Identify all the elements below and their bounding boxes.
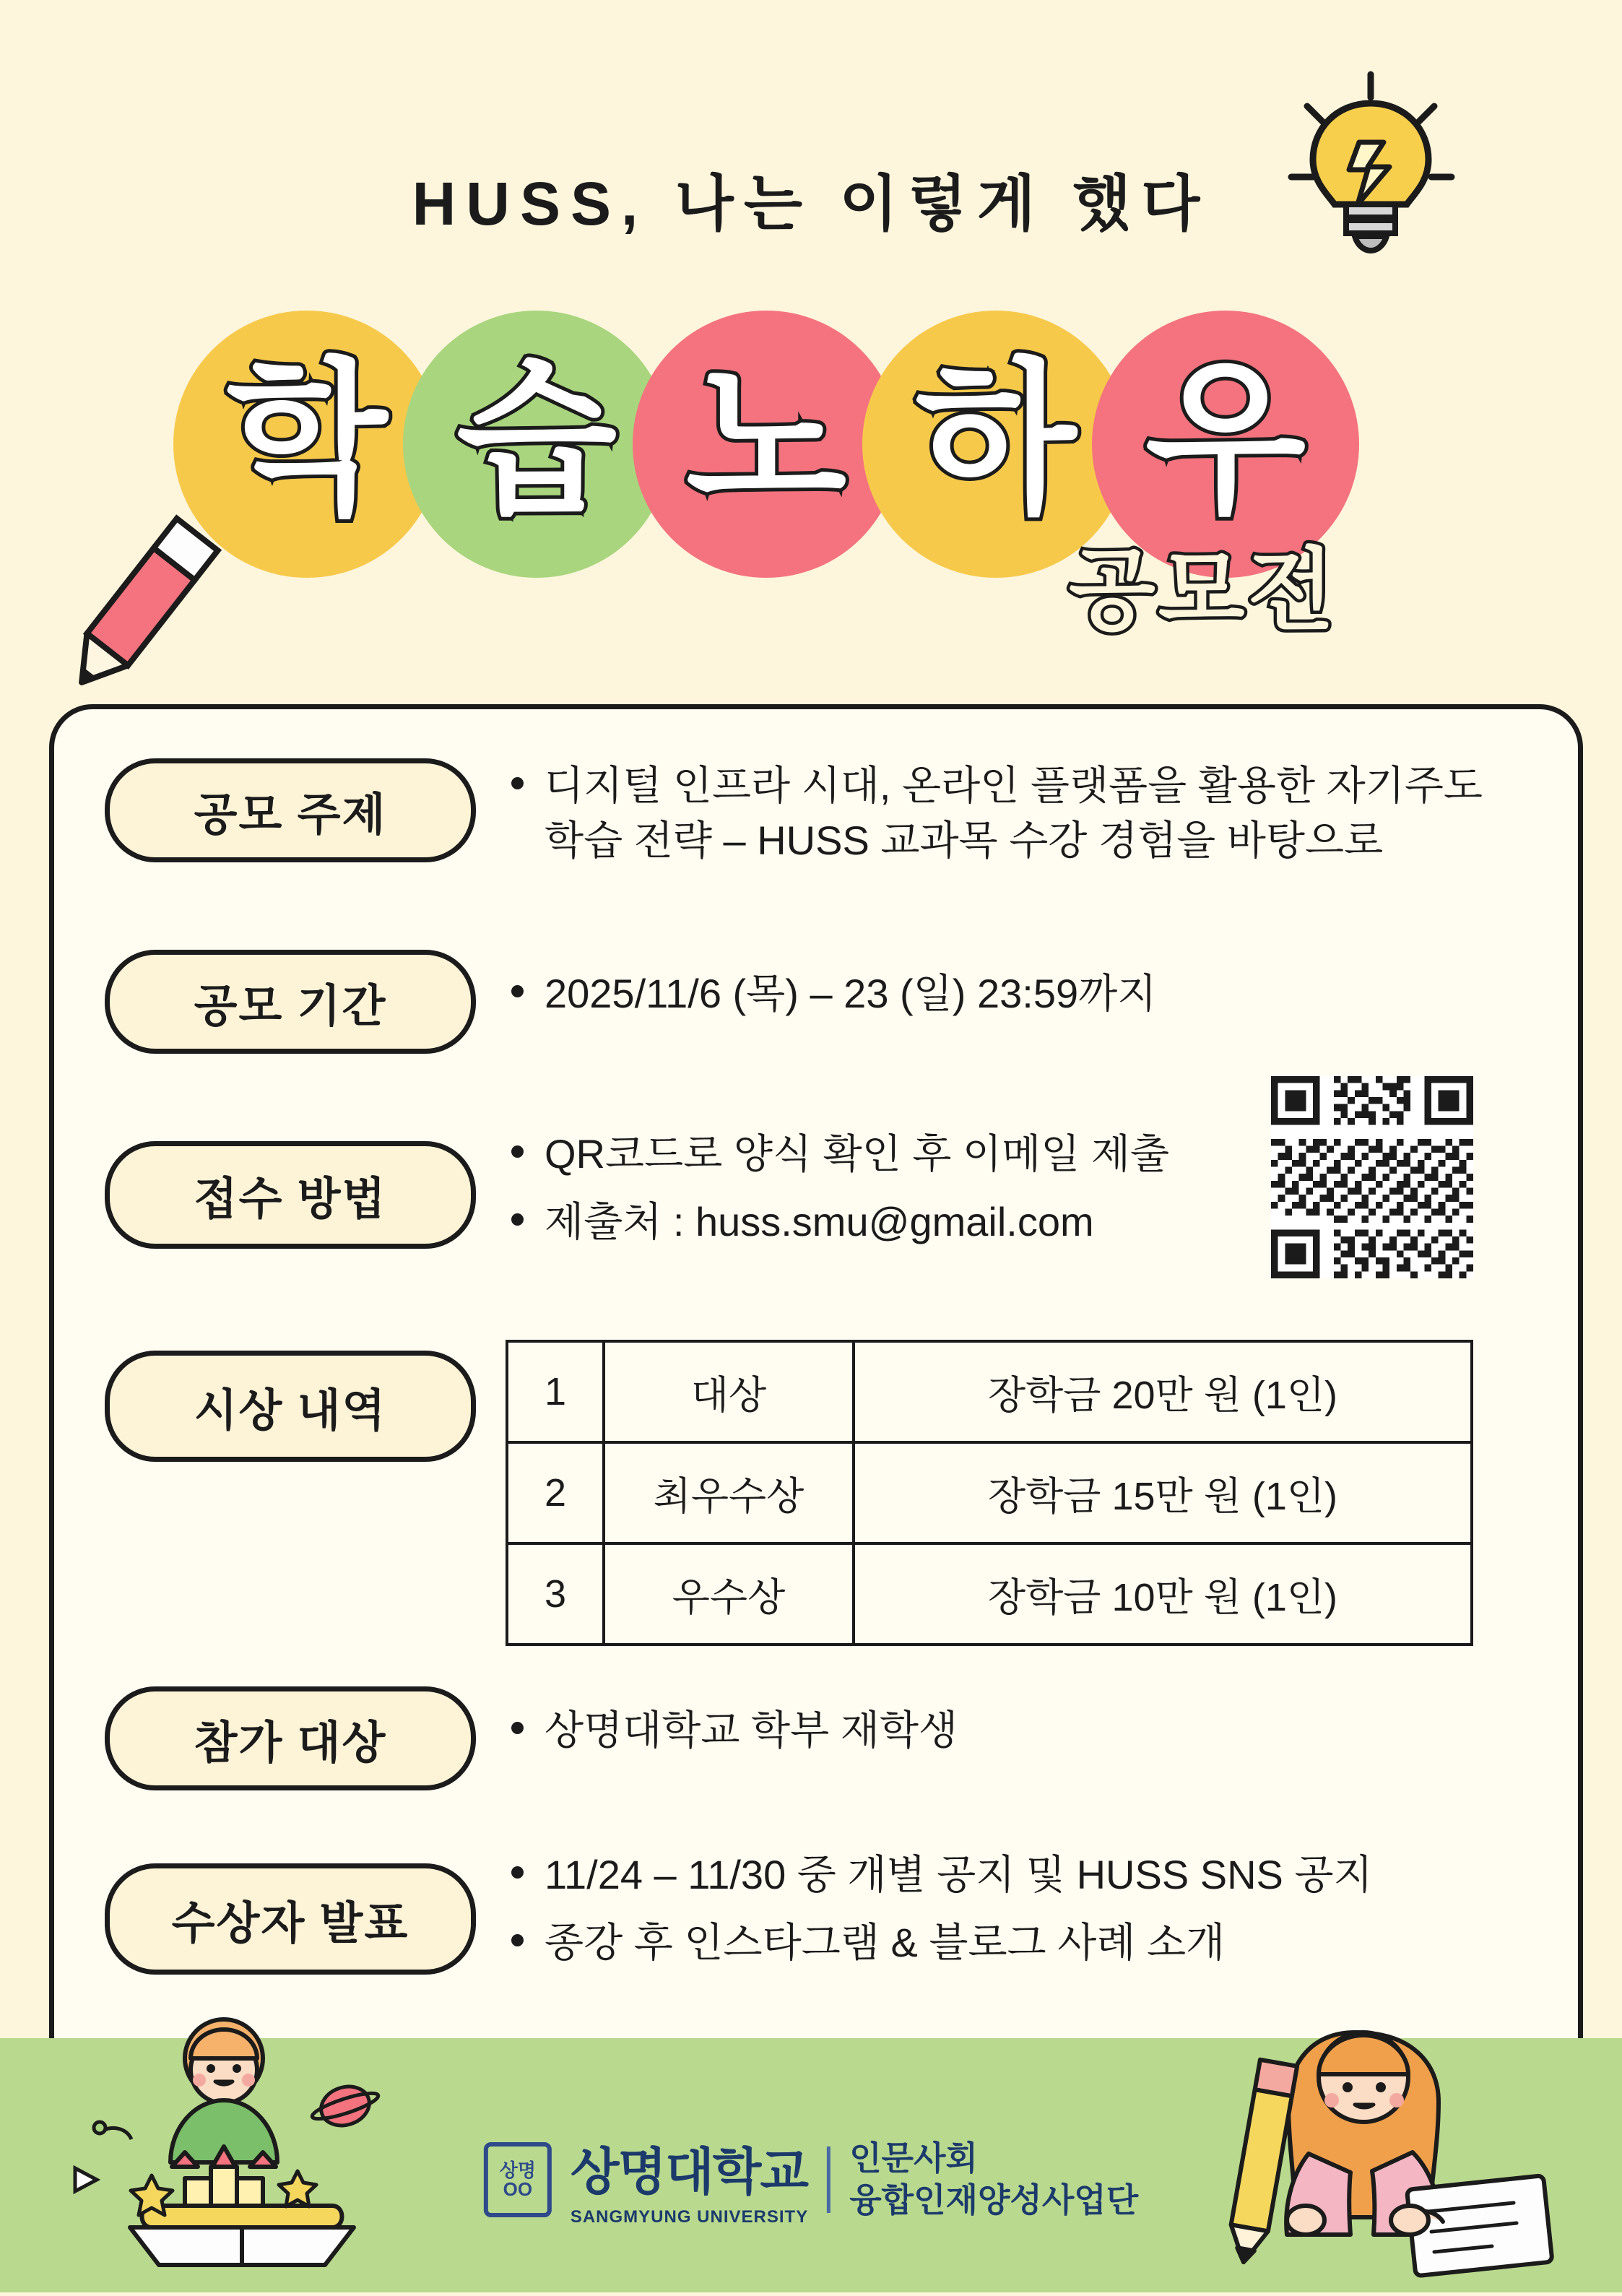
label-submission: 접수 방법	[105, 1141, 476, 1249]
title-char-2: 노	[685, 347, 847, 532]
logo-mark-top: 상명	[499, 2159, 536, 2181]
kid-with-pencil-illustration	[1174, 1982, 1579, 2292]
kid-reading-illustration	[43, 1989, 419, 2292]
eligibility-item: 상명대학교 학부 재학생	[506, 1703, 1473, 1758]
announcement-item-2: 종강 후 인스타그램 & 블로그 사례 소개	[506, 1915, 1488, 1970]
prize-name: 최우수상	[604, 1442, 854, 1543]
prize-name: 우수상	[604, 1543, 854, 1645]
prize-amount: 장학금 10만 원 (1인)	[854, 1543, 1472, 1645]
pencil-icon	[29, 498, 246, 715]
announcement-text-block	[506, 1847, 1488, 1983]
topic-item: 디지털 인프라 시대, 온라인 플랫폼을 활용한 자기주도 학습 전략 – HUSS 교과목 수강 경험을 바탕으로	[506, 758, 1517, 867]
period-item: 2025/11/6 (목) – 23 (일) 23:59까지	[506, 966, 1517, 1021]
table-row	[507, 1442, 1472, 1543]
label-prizes: 시상 내역	[105, 1351, 476, 1462]
university-logo	[484, 2131, 1138, 2227]
title-char-1: 습	[456, 347, 617, 532]
announcement-item-1: 11/24 – 11/30 중 개별 공지 및 HUSS SNS 공지	[506, 1847, 1488, 1902]
title-circle-2	[633, 311, 900, 578]
logo-divider	[827, 2146, 830, 2213]
university-names	[571, 2131, 808, 2227]
department-name	[849, 2138, 1138, 2221]
label-period: 공모 기간	[105, 950, 476, 1054]
title-char-0: 학	[226, 347, 388, 532]
prize-rank: 2	[507, 1442, 604, 1543]
prize-table	[506, 1340, 1473, 1646]
topic-text-block	[506, 758, 1517, 880]
submission-item-email: 제출처 : huss.smu@gmail.com	[506, 1195, 1249, 1249]
submission-item-qr: QR코드로 양식 확인 후 이메일 제출	[506, 1127, 1249, 1182]
eligibility-text-block	[506, 1703, 1473, 1771]
prize-name: 대상	[604, 1341, 854, 1442]
period-text-block	[506, 966, 1517, 1034]
prize-amount: 장학금 15만 원 (1인)	[854, 1442, 1472, 1543]
logo-mark-bottom: OO	[503, 2178, 533, 2200]
submission-text-block	[506, 1127, 1249, 1262]
label-eligibility: 참가 대상	[105, 1686, 476, 1790]
label-announcement: 수상자 발표	[105, 1863, 476, 1975]
prize-rank: 3	[507, 1543, 604, 1645]
table-row	[507, 1341, 1472, 1442]
university-name-kr: 상명대학교	[570, 2144, 807, 2200]
title-subword: 공모전	[1069, 541, 1337, 641]
label-topic: 공모 주제	[105, 758, 476, 862]
title-circle-1	[403, 311, 670, 578]
prize-rank: 1	[507, 1341, 604, 1442]
department-line-1: 인문사회	[849, 2139, 978, 2177]
title-char-3: 하	[915, 347, 1077, 532]
university-name-en: SANGMYUNG UNIVERSITY	[570, 2207, 809, 2227]
department-line-2: 융합인재양성사업단	[849, 2180, 1139, 2219]
logo-mark-icon	[484, 2142, 552, 2217]
qr-code-icon[interactable]	[1271, 1076, 1473, 1278]
prize-amount: 장학금 20만 원 (1인)	[854, 1341, 1472, 1442]
table-row	[507, 1543, 1472, 1645]
poster-headline: HUSS, 나는 이렇게 했다	[412, 170, 1210, 238]
title-char-4: 우	[1145, 347, 1306, 532]
